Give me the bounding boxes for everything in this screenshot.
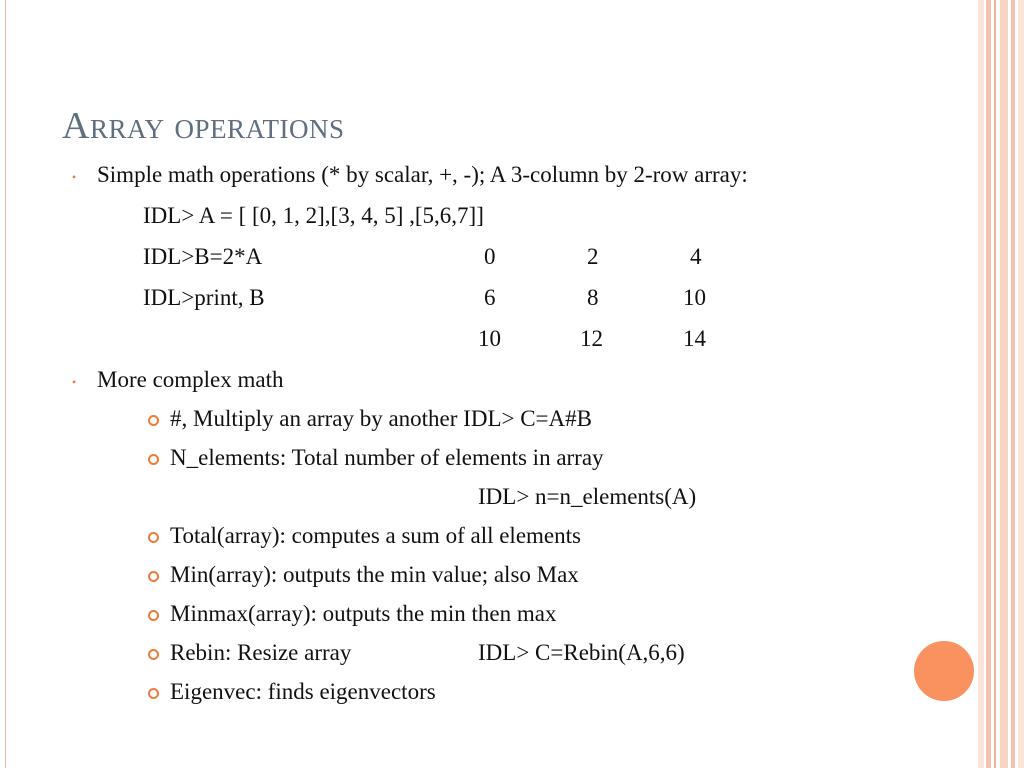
sub-item: #, Multiply an array by another IDL> C=A#B [170,406,592,431]
matrix-cell: 2 [587,244,599,269]
bullet-text: More complex math [97,367,284,392]
sub-item-code: IDL> n=n_elements(A) [478,484,697,509]
decorative-circle [914,641,974,701]
matrix-cell: 10 [683,285,706,310]
sub-item-code: IDL> C=Rebin(A,6,6) [478,640,685,665]
bullet-marker: • [72,170,77,184]
sub-item: Total(array): computes a sum of all elements [170,523,581,548]
sub-item: Min(array): outputs the min value; also Max [170,562,579,587]
circle-bullet-icon [148,688,159,699]
code-line-b: IDL>B=2*A [143,244,263,269]
matrix-cell: 0 [484,244,496,269]
circle-bullet-icon [148,649,159,660]
circle-bullet-icon [148,571,159,582]
matrix-cell: 4 [690,244,702,269]
matrix-cell: 8 [587,285,599,310]
matrix-cell: 14 [683,326,706,351]
sub-item: N_elements: Total number of elements in array [170,445,604,470]
circle-bullet-icon [148,532,159,543]
sub-item: Eigenvec: finds eigenvectors [170,679,436,704]
matrix-cell: 10 [478,326,501,351]
circle-bullet-icon [148,454,159,465]
sub-item: Minmax(array): outputs the min then max [170,601,557,626]
bullet-text: Simple math operations (* by scalar, +, -); A 3-column by 2-row array: [97,162,748,187]
matrix-cell: 12 [580,326,603,351]
matrix-cell: 6 [484,285,496,310]
circle-bullet-icon [148,610,159,621]
code-line-a: IDL> A = [ [0, 1, 2],[3, 4, 5] ,[5,6,7]] [143,203,484,228]
circle-bullet-icon [148,415,159,426]
bullet-marker: • [72,375,77,389]
sub-item: Rebin: Resize array [170,640,352,665]
left-border-line [5,0,6,768]
slide-title: Array operations [62,105,345,147]
right-decorative-stripes [978,0,1024,768]
code-line-c: IDL>print, B [143,285,265,310]
